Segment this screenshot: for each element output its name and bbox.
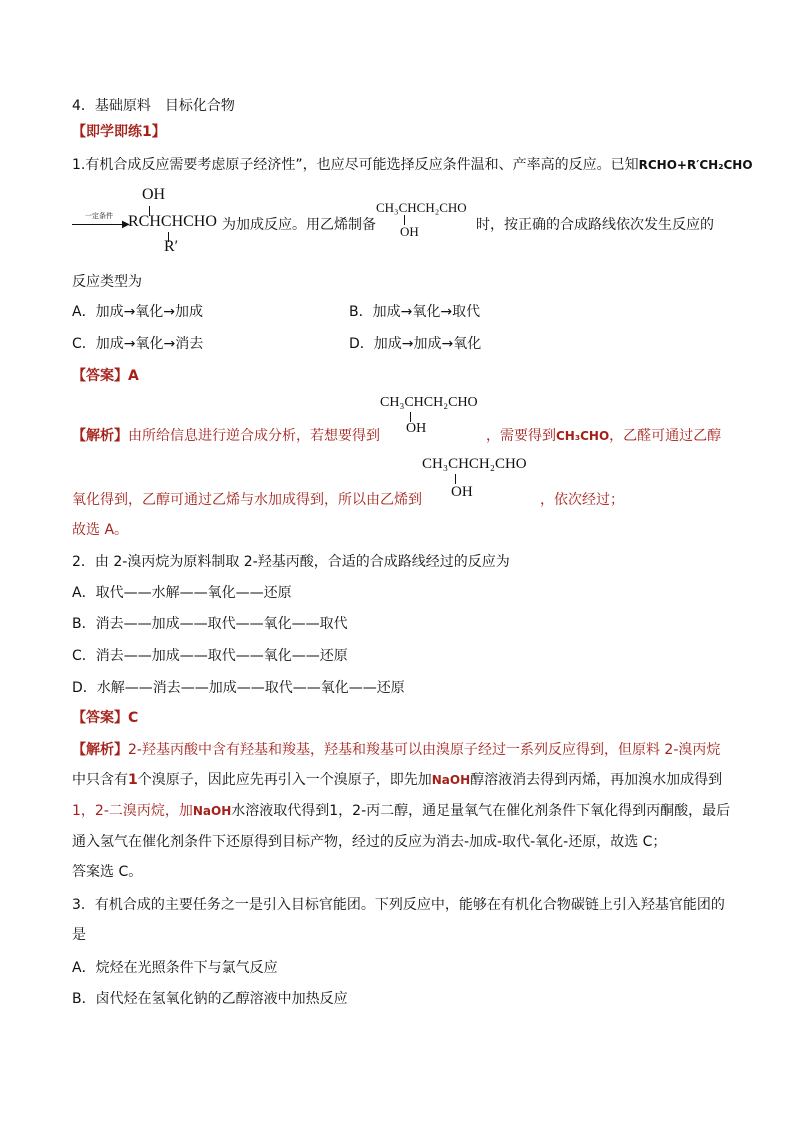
q3-option-b[interactable]: B．卤代烃在氢氧化钠的乙醇溶液中加热反应 (72, 991, 348, 1007)
analysis-text: ，需要得到 (486, 428, 556, 444)
q3-option-a[interactable]: A．烷烃在光照条件下与氯气反应 (72, 960, 278, 976)
analysis-formula: CH₃CHO (556, 429, 610, 443)
q2-analysis-line2 (72, 770, 722, 790)
q1-answer (72, 366, 139, 386)
q2-analysis-line3 (72, 801, 730, 821)
answer-label: 【答案】 (72, 368, 128, 384)
product-main-chain: RCHCHCHO (128, 213, 217, 230)
q3-stem-line1: 3．有机合成的主要任务之一是引入目标官能团。下列反应中，能够在有机化合物碳链上引入羟基官能团的 (72, 897, 725, 913)
q3-stem-line2: 是 (72, 927, 86, 943)
analysis-label: 【解析】 (72, 428, 128, 444)
target-structure-3 (422, 456, 552, 506)
q1-stem-line2b: 时，按正确的合成路线依次发生反应的 (476, 217, 714, 233)
target-chain: CH₃CHCH₂CHO (422, 456, 527, 472)
target-oh: OH (406, 421, 427, 436)
reaction-arrow-head: ▶ (122, 219, 130, 230)
q2-analysis-line1 (72, 740, 720, 760)
product-oh: OH (142, 186, 166, 203)
product-r-group: R′ (164, 238, 179, 255)
q1-stem-line3: 反应类型为 (72, 274, 142, 290)
q1-stem-formula: RCHO+R′CH₂CHO (638, 158, 753, 172)
q2-answer (72, 708, 138, 728)
q1-stem-line2a: 为加成反应。用乙烯制备 (222, 217, 376, 233)
q1-analysis-line1 (72, 426, 380, 446)
target-structure-1 (376, 200, 486, 244)
q2-option-b[interactable]: B．消去——加成——取代——氧化——取代 (72, 616, 348, 632)
answer-value: A (128, 368, 139, 384)
q2-option-d[interactable]: D．水解——消去——加成——取代——氧化——还原 (72, 680, 405, 696)
reaction-arrow-label: 一定条件 (85, 212, 113, 220)
q1-stem-line1 (72, 155, 753, 175)
analysis-text: 水溶液取代得到 (231, 803, 330, 819)
q1-analysis-line1b (486, 426, 721, 446)
target-oh: OH (451, 484, 473, 500)
q2-stem: 2．由 2-溴丙烷为原料制取 2-羟基丙酸，合适的合成路线经过的反应为 (72, 554, 510, 570)
exercise-header: 【即学即练1】 (72, 124, 166, 140)
analysis-text: 由所给信息进行逆合成分析，若想要得到 (128, 428, 380, 444)
q2-analysis-line4: 通入氢气在催化剂条件下还原得到目标产物，经过的反应为消去-加成-取代-氧化-还原，故选 C； (72, 834, 667, 850)
reaction-arrow-line (72, 224, 128, 225)
q2-option-a[interactable]: A．取代——水解——氧化——还原 (72, 585, 292, 601)
section-title: 4．基础原料 目标化合物 (72, 98, 235, 114)
q1-option-b[interactable]: B．加成→氧化→取代 (349, 304, 481, 320)
q1-analysis-line2: 氧化得到，乙醇可通过乙烯与水加成得到，所以由乙烯到 (72, 492, 422, 508)
answer-label: 【答案】 (72, 710, 128, 726)
target-chain: CH₃CHCH₂CHO (380, 395, 478, 410)
analysis-number: 1 (128, 772, 138, 788)
analysis-text: 1，2-丙二醇，通足量氧气在催化剂条件下氧化得到丙酮酸，最后 (329, 803, 731, 819)
analysis-formula: NaOH (192, 804, 232, 818)
target-bond (455, 474, 456, 484)
analysis-label: 【解析】 (72, 742, 128, 758)
q1-stem-text: 1.有机合成反应需要考虑原子经济性”，也应尽可能选择反应条件温和、产率高的反应。已知 (72, 157, 639, 173)
q2-option-c[interactable]: C．消去——加成——取代——氧化——还原 (72, 648, 348, 664)
analysis-text: 1，2-二溴丙烷，加 (72, 803, 193, 819)
q2-conclusion: 答案选 C。 (72, 864, 143, 880)
analysis-text: 中只含有 (72, 772, 128, 788)
q1-option-a[interactable]: A．加成→氧化→加成 (72, 304, 204, 320)
answer-value: C (128, 710, 139, 726)
analysis-text: 醇溶液消去得到丙烯，再加溴水加成得到 (470, 772, 723, 788)
target-chain: CH₃CHCH₂CHO (376, 200, 467, 215)
q1-option-d[interactable]: D．加成→加成→氧化 (349, 336, 482, 352)
q1-conclusion: 故选 A。 (72, 522, 129, 538)
target-oh: OH (400, 224, 419, 239)
q1-analysis-line2b: ，依次经过； (540, 492, 624, 508)
analysis-formula: NaOH (431, 773, 471, 787)
analysis-text: 2-羟基丙酸中含有羟基和羧基，羟基和羧基可以由溴原子经过一系列反应得到，但原料 2-溴丙烷 (128, 742, 721, 758)
analysis-text: ，乙醛可通过乙醇 (609, 428, 722, 444)
q1-option-c[interactable]: C．加成→氧化→消去 (72, 336, 204, 352)
analysis-text: 个溴原子，因此应先再引入一个溴原子，即先加 (137, 772, 432, 788)
